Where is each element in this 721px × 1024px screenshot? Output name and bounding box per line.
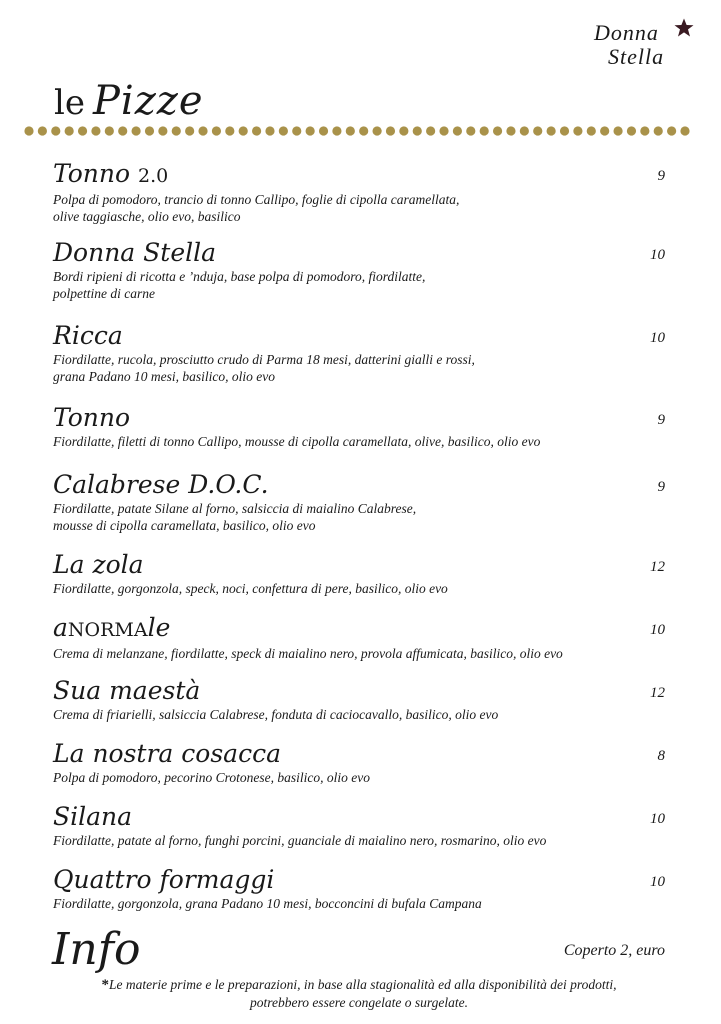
divider-dot xyxy=(506,126,515,135)
divider-dot xyxy=(533,126,542,135)
item-name: Calabrese D.O.C. xyxy=(53,470,269,499)
item-name: Ricca xyxy=(53,321,123,350)
divider-dot xyxy=(386,126,395,135)
coperto-charge: Coperto 2, euro xyxy=(563,942,665,959)
divider-dot xyxy=(426,126,435,135)
item-price: 9 xyxy=(657,168,665,184)
divider-dot xyxy=(132,126,141,135)
divider-dot xyxy=(573,126,582,135)
divider-dot xyxy=(212,126,221,135)
menu-item-quattro-formaggi xyxy=(53,866,665,912)
star-icon xyxy=(674,18,694,38)
divider-dot xyxy=(439,126,448,135)
menu-item-calabrese-doc xyxy=(53,471,665,534)
item-price: 9 xyxy=(657,412,665,428)
divider-dot xyxy=(65,126,74,135)
dotted-divider xyxy=(23,125,691,137)
item-price: 9 xyxy=(657,479,665,495)
item-name: Tonno xyxy=(53,403,131,432)
divider-dot xyxy=(613,126,622,135)
divider-dot xyxy=(38,126,47,135)
item-name: La nostra cosacca xyxy=(53,739,281,768)
divider-dot xyxy=(24,126,33,135)
item-name: Quattro formaggi xyxy=(53,865,275,894)
page-title xyxy=(54,78,204,124)
item-description: Fiordilatte, gorgonzola, speck, noci, confettura di pere, basilico, olio evo xyxy=(53,581,448,596)
title-main: Pizze xyxy=(93,78,204,124)
restaurant-logo xyxy=(594,20,699,70)
menu-item-anormale xyxy=(53,614,665,662)
menu-item-tonno-2-0 xyxy=(53,160,665,225)
divider-dot xyxy=(78,126,87,135)
divider-dot xyxy=(493,126,502,135)
divider-dot xyxy=(198,126,207,135)
divider-dot xyxy=(667,126,676,135)
divider-dot xyxy=(399,126,408,135)
item-price: 10 xyxy=(650,874,665,890)
divider-dot xyxy=(158,126,167,135)
item-description: Polpa di pomodoro, pecorino Crotonese, basilico, olio evo xyxy=(53,770,370,785)
item-description: Bordi ripieni di ricotta e ’nduja, base polpa di pomodoro, fiordilatte, polpettine di carne xyxy=(53,269,426,301)
menu-item-sua-maesta xyxy=(53,677,665,723)
item-price: 12 xyxy=(650,559,665,575)
menu-item-tonno xyxy=(53,404,665,450)
divider-dot xyxy=(225,126,234,135)
divider-dot xyxy=(413,126,422,135)
info-title: Info xyxy=(52,924,141,975)
item-description: Crema di friarielli, salsiccia Calabrese, fonduta di caciocavallo, basilico, olio evo xyxy=(53,707,499,722)
divider-dot xyxy=(547,126,556,135)
menu-item-silana xyxy=(53,803,665,849)
divider-dot xyxy=(627,126,636,135)
divider-dot xyxy=(51,126,60,135)
item-description: Fiordilatte, patate al forno, funghi porcini, guanciale di maialino nero, rosmarino, olio evo xyxy=(53,833,547,848)
menu-item-donna-stella xyxy=(53,239,665,302)
divider-dot xyxy=(600,126,609,135)
divider-dot xyxy=(453,126,462,135)
divider-dot xyxy=(372,126,381,135)
divider-dot xyxy=(480,126,489,135)
item-name: aNORMAle xyxy=(53,613,171,642)
asterisk-mark: * xyxy=(101,977,109,993)
item-description: Fiordilatte, rucola, prosciutto crudo di Parma 18 mesi, datterini gialli e rossi, grana Padano 10 mesi, basilico, olio evo xyxy=(53,352,475,384)
divider-dot xyxy=(265,126,274,135)
item-description: Fiordilatte, patate Silane al forno, salsiccia di maialino Calabrese, mousse di cipolla caramellata, basilico, olio evo xyxy=(53,501,417,533)
divider-dot xyxy=(306,126,315,135)
logo-line-stella: Stella xyxy=(608,44,665,69)
footnote-line-1: Le materie prime e le preparazioni, in base alla stagionalità ed alla disponibilità dei prodotti, xyxy=(109,977,617,992)
logo-line-donna: Donna xyxy=(594,20,659,45)
divider-dot xyxy=(172,126,181,135)
divider-dot xyxy=(252,126,261,135)
divider-dot xyxy=(239,126,248,135)
divider-dot xyxy=(520,126,529,135)
divider-dot xyxy=(185,126,194,135)
divider-dot xyxy=(118,126,127,135)
item-name: Tonno 2.0 xyxy=(53,159,169,188)
item-name: La zola xyxy=(53,550,144,579)
menu-item-la-zola xyxy=(53,551,665,597)
divider-dot xyxy=(319,126,328,135)
divider-dot xyxy=(279,126,288,135)
divider-dot xyxy=(332,126,341,135)
divider-dot xyxy=(145,126,154,135)
item-description: Crema di melanzane, fiordilatte, speck di maialino nero, provola affumicata, basilico, olio evo xyxy=(53,646,563,661)
divider-dot xyxy=(466,126,475,135)
item-description: Fiordilatte, filetti di tonno Callipo, mousse di cipolla caramellata, olive, basilico, olio evo xyxy=(53,434,541,449)
item-name: Donna Stella xyxy=(53,238,217,267)
menu-item-ricca xyxy=(53,322,665,385)
menu-item-la-nostra-cosacca xyxy=(53,740,665,786)
divider-dot xyxy=(587,126,596,135)
divider-dot xyxy=(91,126,100,135)
item-price: 10 xyxy=(650,622,665,638)
item-name: Sua maestà xyxy=(53,676,201,705)
divider-dot xyxy=(346,126,355,135)
title-prefix: le xyxy=(54,83,85,123)
item-price: 8 xyxy=(657,748,665,764)
item-description: Fiordilatte, gorgonzola, grana Padano 10 mesi, bocconcini di bufala Campana xyxy=(53,896,482,911)
divider-dot xyxy=(640,126,649,135)
footnote-line-2: potrebbero essere congelate o surgelate. xyxy=(249,995,469,1010)
divider-dot xyxy=(292,126,301,135)
item-price: 10 xyxy=(650,811,665,827)
divider-dot xyxy=(654,126,663,135)
item-price: 12 xyxy=(650,685,665,701)
divider-dot xyxy=(359,126,368,135)
divider-dot xyxy=(105,126,114,135)
item-price: 10 xyxy=(650,247,665,263)
item-price: 10 xyxy=(650,330,665,346)
allergen-footnote xyxy=(50,976,668,1012)
item-description: Polpa di pomodoro, trancio di tonno Callipo, foglie di cipolla caramellata, olive taggiasche, olio evo, basilico xyxy=(53,192,460,224)
item-name: Silana xyxy=(53,802,133,831)
divider-dot xyxy=(680,126,689,135)
divider-dot xyxy=(560,126,569,135)
